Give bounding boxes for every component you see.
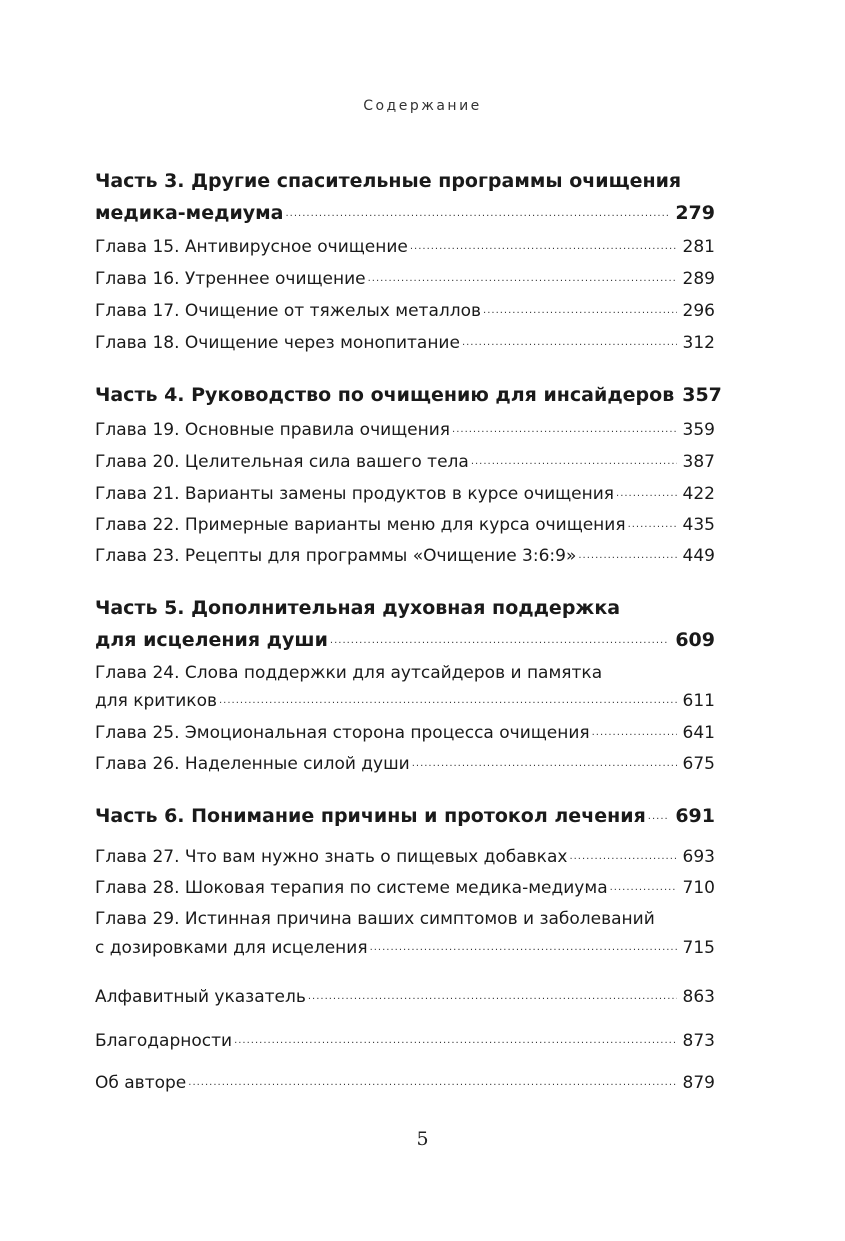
leader-dots [286,203,670,219]
page-number: 5 [416,1128,429,1150]
chapter-17-entry[interactable] [95,300,715,321]
part-4-title: Часть 4. Руководство по очищению для инсайдеров [95,384,675,406]
chapter-27-entry[interactable] [95,846,715,867]
chapter-title: Глава 27. Что вам нужно знать о пищевых добавках [95,847,568,867]
chapter-page: 435 [682,515,715,535]
part-6-page: 691 [675,805,715,827]
chapter-title: с дозировками для исцеления [95,938,368,958]
back-matter-page: 863 [682,987,715,1007]
part-3-entry[interactable] [95,202,715,224]
part-4-page: 357 [682,384,722,406]
back-matter-acknowledgements-entry[interactable] [95,1030,715,1051]
chapter-title: Глава 26. Наделенные силой души [95,754,410,774]
part-6-entry[interactable] [95,805,715,827]
leader-dots [462,332,677,348]
leader-dots [410,236,677,252]
leader-dots [569,846,676,862]
back-matter-page: 873 [682,1031,715,1051]
chapter-title: Глава 19. Основные правила очищения [95,420,451,440]
chapter-22-entry[interactable] [95,514,715,535]
chapter-title: для критиков [95,691,217,711]
back-matter-about-author-entry[interactable] [95,1072,715,1093]
chapter-page: 675 [682,754,715,774]
leader-dots [330,630,669,646]
chapter-page: 422 [682,484,715,504]
part-5-title-line1: Часть 5. Дополнительная духовная поддержка [95,597,621,619]
leader-dots [412,753,677,769]
chapter-title: Глава 17. Очищение от тяжелых металлов [95,301,482,321]
part-5-entry[interactable] [95,629,715,651]
chapter-title: Глава 25. Эмоциональная сторона процесса очищения [95,723,590,743]
chapter-28-entry[interactable] [95,877,715,898]
chapter-29-entry[interactable] [95,937,715,958]
chapter-18-entry[interactable] [95,332,715,353]
chapter-title: Глава 20. Целительная сила вашего тела [95,452,469,472]
back-matter-title: Алфавитный указатель [95,987,306,1007]
chapter-20-entry[interactable] [95,451,715,472]
chapter-page: 312 [682,333,715,353]
chapter-title: Глава 18. Очищение через монопитание [95,333,460,353]
chapter-page: 641 [682,723,715,743]
chapter-title: Глава 23. Рецепты для программы «Очищение 3:6:9» [95,546,577,566]
back-matter-index-entry[interactable] [95,986,715,1007]
chapter-29-title-line1: Глава 29. Истинная причина ваших симптомов и заболеваний [95,909,655,929]
leader-dots [234,1030,676,1046]
leader-dots [648,806,670,822]
leader-dots [578,545,676,561]
leader-dots [452,419,677,435]
chapter-page: 281 [682,237,715,257]
leader-dots [592,722,677,738]
back-matter-title: Об авторе [95,1073,187,1093]
part-5-title-line2: для исцеления души [95,629,328,651]
chapter-page: 289 [682,269,715,289]
chapter-title: Глава 22. Примерные варианты меню для курса очищения [95,515,626,535]
leader-dots [370,937,677,953]
chapter-page: 296 [682,301,715,321]
chapter-19-entry[interactable] [95,419,715,440]
leader-dots [628,514,677,530]
chapter-16-entry[interactable] [95,268,715,289]
chapter-title: Глава 21. Варианты замены продуктов в курсе очищения [95,484,615,504]
leader-dots [219,690,677,706]
leader-dots [308,986,677,1002]
chapter-page: 693 [682,847,715,867]
back-matter-page: 879 [682,1073,715,1093]
leader-dots [188,1072,676,1088]
chapter-24-entry[interactable] [95,690,715,711]
part-5-page: 609 [675,629,715,651]
leader-dots [471,451,677,467]
chapter-title: Глава 16. Утреннее очищение [95,269,366,289]
leader-dots [483,300,677,316]
chapter-15-entry[interactable] [95,236,715,257]
leader-dots [368,268,677,284]
leader-dots [616,483,677,499]
part-3-title-line1: Часть 3. Другие спасительные программы очищения [95,170,682,192]
chapter-page: 611 [682,691,715,711]
chapter-title: Глава 15. Антивирусное очищение [95,237,408,257]
part-3-page: 279 [675,202,715,224]
chapter-page: 715 [682,938,715,958]
chapter-page: 387 [682,452,715,472]
part-6-title: Часть 6. Понимание причины и протокол лечения [95,805,646,827]
part-3-title-line2: медика-медиума [95,202,284,224]
back-matter-title: Благодарности [95,1031,233,1051]
part-4-entry[interactable] [95,384,722,406]
chapter-page: 359 [682,420,715,440]
chapter-26-entry[interactable] [95,753,715,774]
chapter-page: 449 [682,546,715,566]
page-header: Содержание [363,98,482,114]
chapter-page: 710 [682,878,715,898]
chapter-21-entry[interactable] [95,483,715,504]
chapter-25-entry[interactable] [95,722,715,743]
chapter-23-entry[interactable] [95,545,715,566]
chapter-24-title-line1: Глава 24. Слова поддержки для аутсайдеров и памятка [95,663,603,683]
leader-dots [610,877,677,893]
chapter-title: Глава 28. Шоковая терапия по системе медика-медиума [95,878,608,898]
